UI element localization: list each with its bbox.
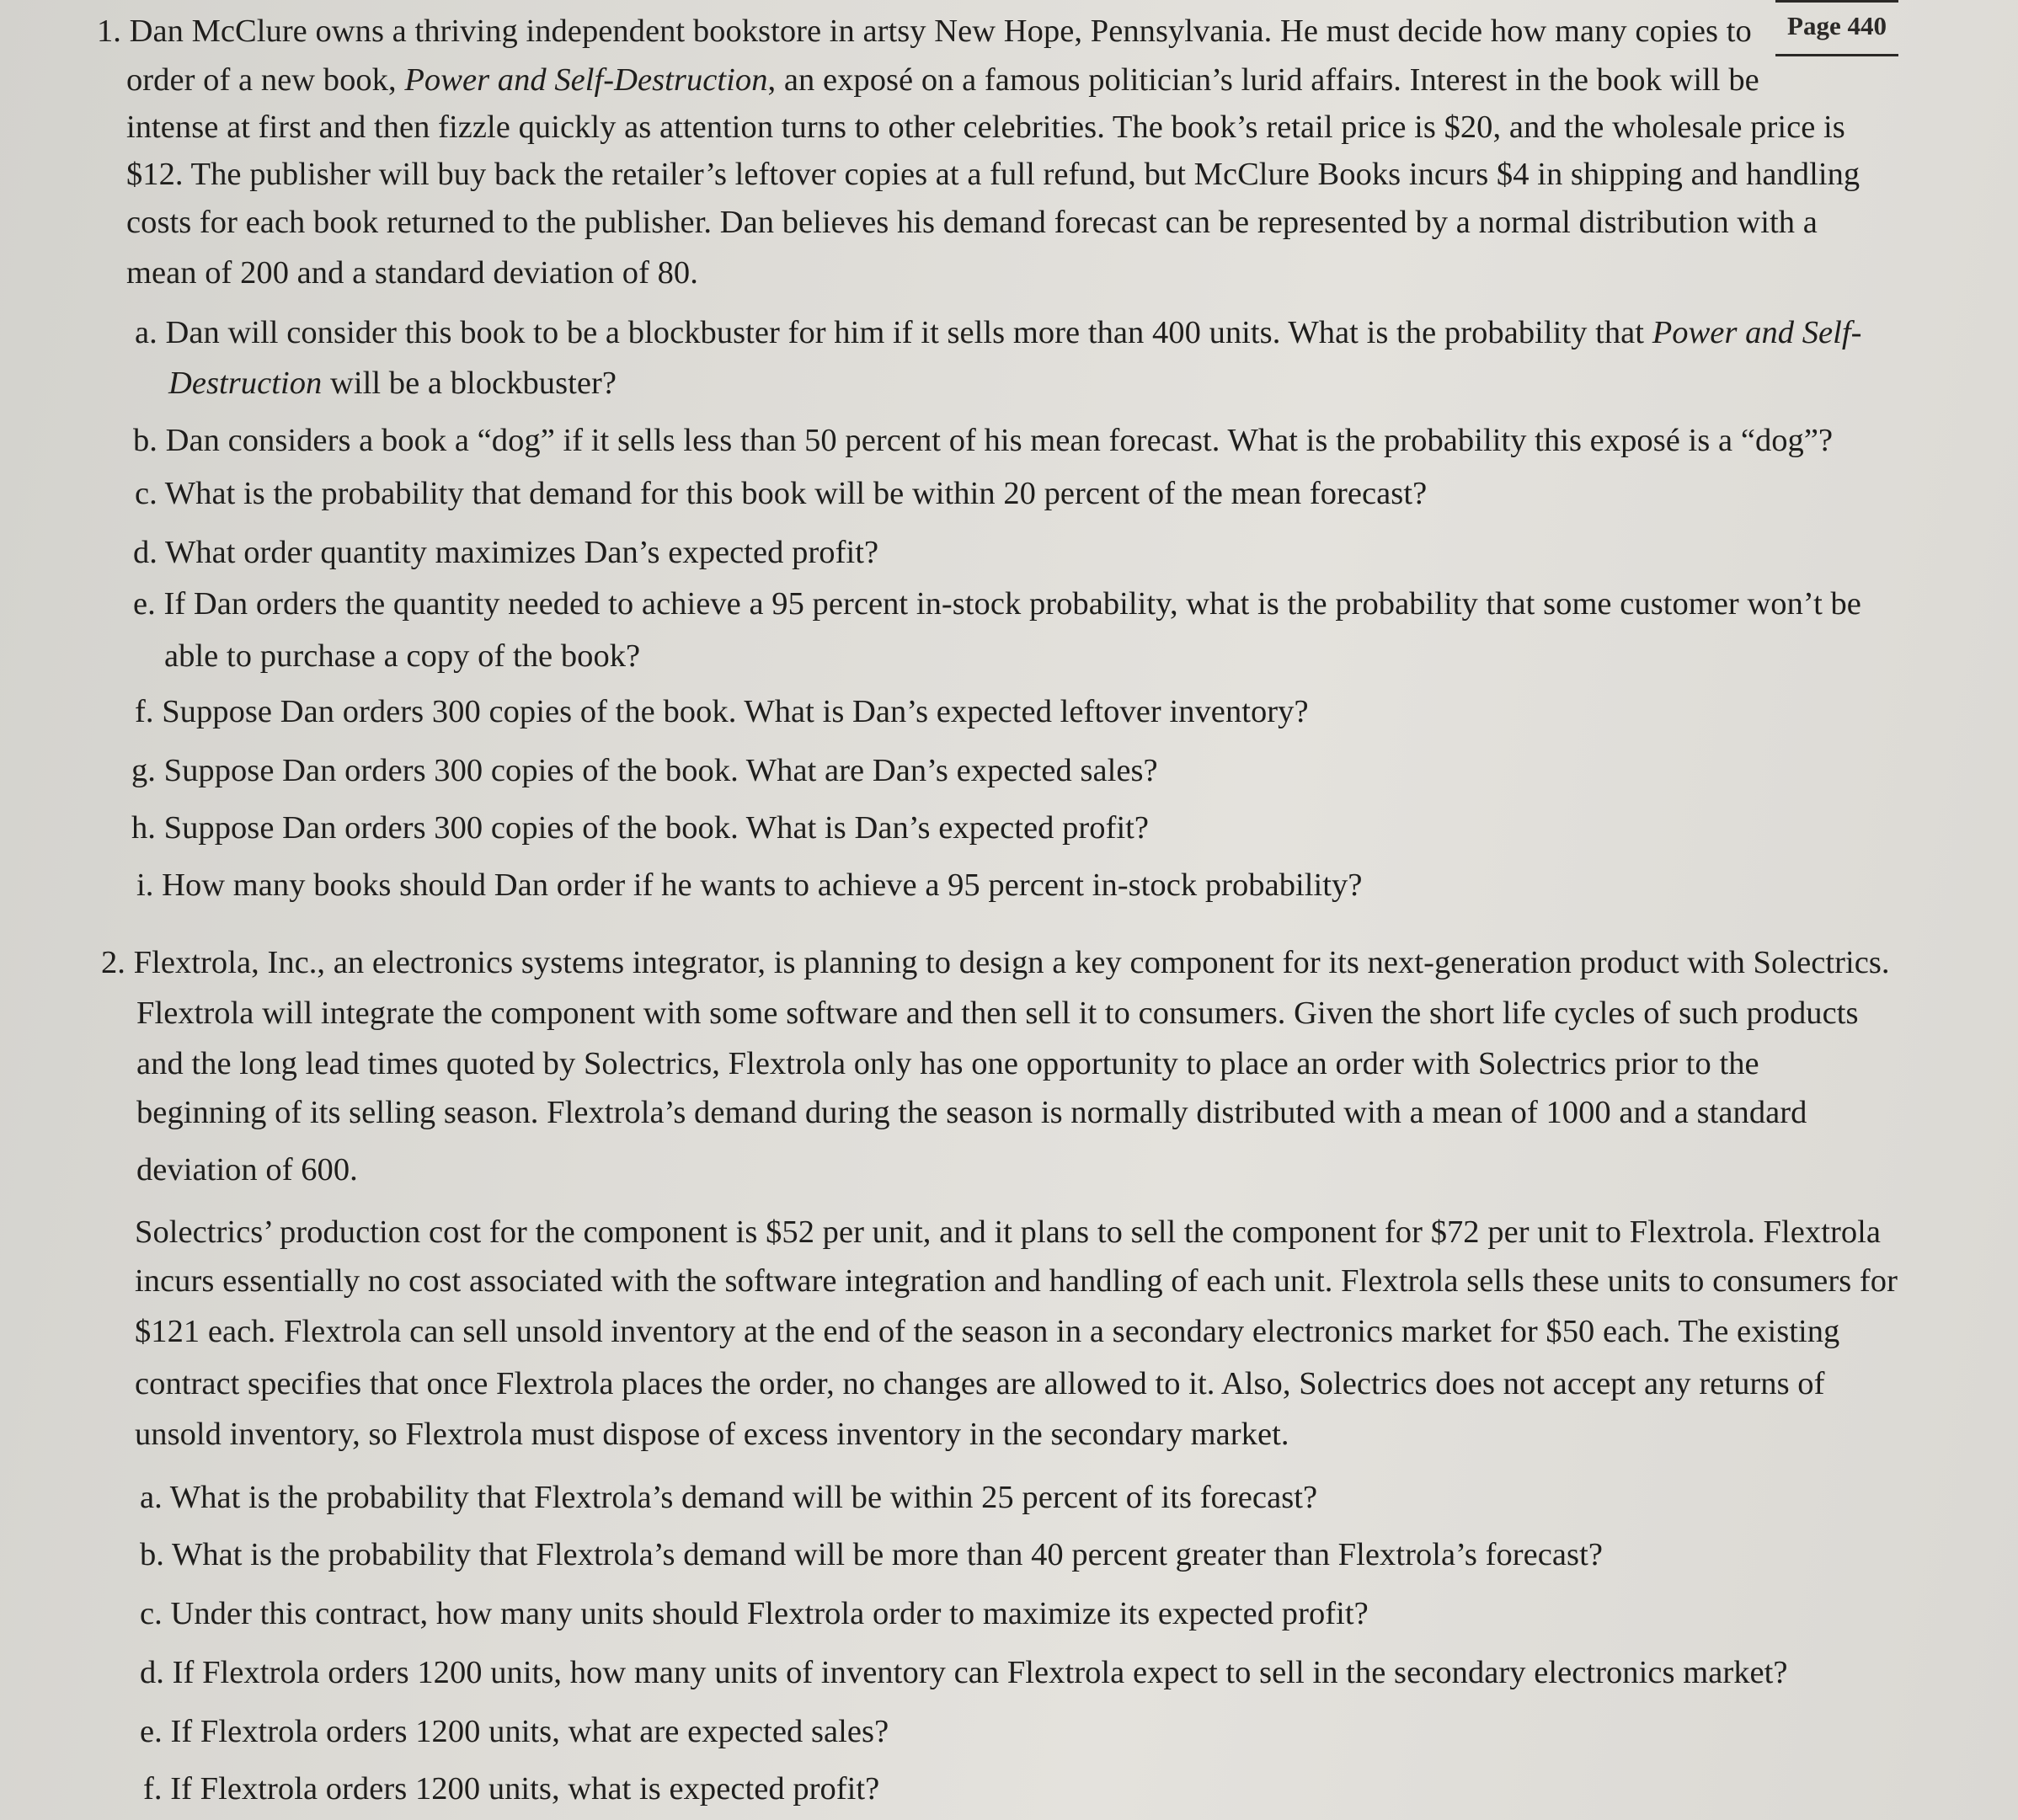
problem1-question-c: c. What is the probability that demand for this book will be within 20 percent of the mean forecast? [135, 476, 1428, 511]
problem1-intro-line-4: $12. The publisher will buy back the retailer’s leftover copies at a full refund, but McClure Books incurs $4 in shipping and handling [126, 157, 1861, 192]
problem1-question-i: i. How many books should Dan order if he wants to achieve a 95 percent in-stock probability? [136, 867, 1363, 903]
problem1-intro-line-2: order of a new book, Power and Self-Destruction, an exposé on a famous politician’s lurid affairs. Interest in the book will be [126, 62, 1759, 98]
page-reference: Page 440 [1775, 7, 1898, 56]
problem1-question-a-line-2: Destruction will be a blockbuster? [168, 366, 617, 401]
problem2-para2-line-5: unsold inventory, so Flextrola must dispose of excess inventory in the secondary market. [135, 1417, 1289, 1452]
problem1-question-b: b. Dan considers a book a “dog” if it sells less than 50 percent of his mean forecast. What is the probability this exposé is a “dog”? [133, 423, 1834, 458]
problem1-intro-line-6: mean of 200 and a standard deviation of 80. [126, 255, 698, 291]
problem1-question-e-line-1: e. If Dan orders the quantity needed to achieve a 95 percent in-stock probability, what is the probability that some customer won’t be [133, 586, 1861, 622]
problem2-para2-line-2: incurs essentially no cost associated with the software integration and handling of each unit. Flextrola sells these units to consumers for [135, 1263, 1898, 1299]
problem2-question-a: a. What is the probability that Flextrola’s demand will be within 25 percent of its forecast? [140, 1480, 1318, 1515]
problem2-question-e: e. If Flextrola orders 1200 units, what are expected sales? [140, 1714, 889, 1749]
problem2-para2-line-3: $121 each. Flextrola can sell unsold inventory at the end of the season in a secondary electronics market for $50 each. The existing [135, 1314, 1840, 1349]
page-ref-rule-top [1775, 0, 1898, 3]
problem1-question-g: g. Suppose Dan orders 300 copies of the book. What are Dan’s expected sales? [131, 753, 1158, 788]
problem1-question-e-line-2: able to purchase a copy of the book? [164, 638, 641, 674]
problem2-intro-line-2: Flextrola will integrate the component with some software and then sell it to consumers. Given the short life cycles of such products [136, 995, 1859, 1031]
problem2-intro-line-4: beginning of its selling season. Flextrola’s demand during the season is normally distributed with a mean of 1000 and a standard [136, 1095, 1807, 1130]
problem1-intro-line-5: costs for each book returned to the publisher. Dan believes his demand forecast can be represented by a normal distribution with a [126, 205, 1818, 240]
problem2-question-f: f. If Flextrola orders 1200 units, what is expected profit? [143, 1771, 880, 1807]
problem2-para2-line-4: contract specifies that once Flextrola places the order, no changes are allowed to it. Also, Solectrics does not accept any returns of [135, 1366, 1825, 1401]
problem2-question-b: b. What is the probability that Flextrola’s demand will be more than 40 percent greater than Flextrola’s forecast? [140, 1537, 1603, 1572]
problem1-question-d: d. What order quantity maximizes Dan’s expected profit? [133, 535, 879, 570]
problem1-question-a-line-1: a. Dan will consider this book to be a blockbuster for him if it sells more than 400 units. What is the probability that Power and Self- [135, 315, 1862, 350]
problem1-intro-line-3: intense at first and then fizzle quickly as attention turns to other celebrities. The book’s retail price is $20, and the wholesale price is [126, 109, 1845, 145]
problem1-intro-line-1: 1. Dan McClure owns a thriving independent bookstore in artsy New Hope, Pennsylvania. He must decide how many copies to [97, 13, 1752, 49]
problem2-question-d: d. If Flextrola orders 1200 units, how many units of inventory can Flextrola expect to sell in the secondary electronics market? [140, 1655, 1788, 1690]
problem1-question-f: f. Suppose Dan orders 300 copies of the book. What is Dan’s expected leftover inventory? [135, 694, 1309, 729]
problem2-intro-line-3: and the long lead times quoted by Solectrics, Flextrola only has one opportunity to place an order with Solectrics prior to the [136, 1046, 1759, 1081]
problem1-question-h: h. Suppose Dan orders 300 copies of the book. What is Dan’s expected profit? [131, 810, 1150, 846]
problem2-question-c: c. Under this contract, how many units should Flextrola order to maximize its expected profit? [140, 1596, 1369, 1631]
problem2-intro-line-5: deviation of 600. [136, 1152, 358, 1188]
problem2-intro-line-1: 2. Flextrola, Inc., an electronics systems integrator, is planning to design a key component for its next-generation product with Solectrics. [101, 945, 1890, 980]
problem2-para2-line-1: Solectrics’ production cost for the component is $52 per unit, and it plans to sell the component for $72 per unit to Flextrola. Flextrola [135, 1214, 1882, 1250]
book-title: Power and Self-Destruction [404, 62, 768, 98]
